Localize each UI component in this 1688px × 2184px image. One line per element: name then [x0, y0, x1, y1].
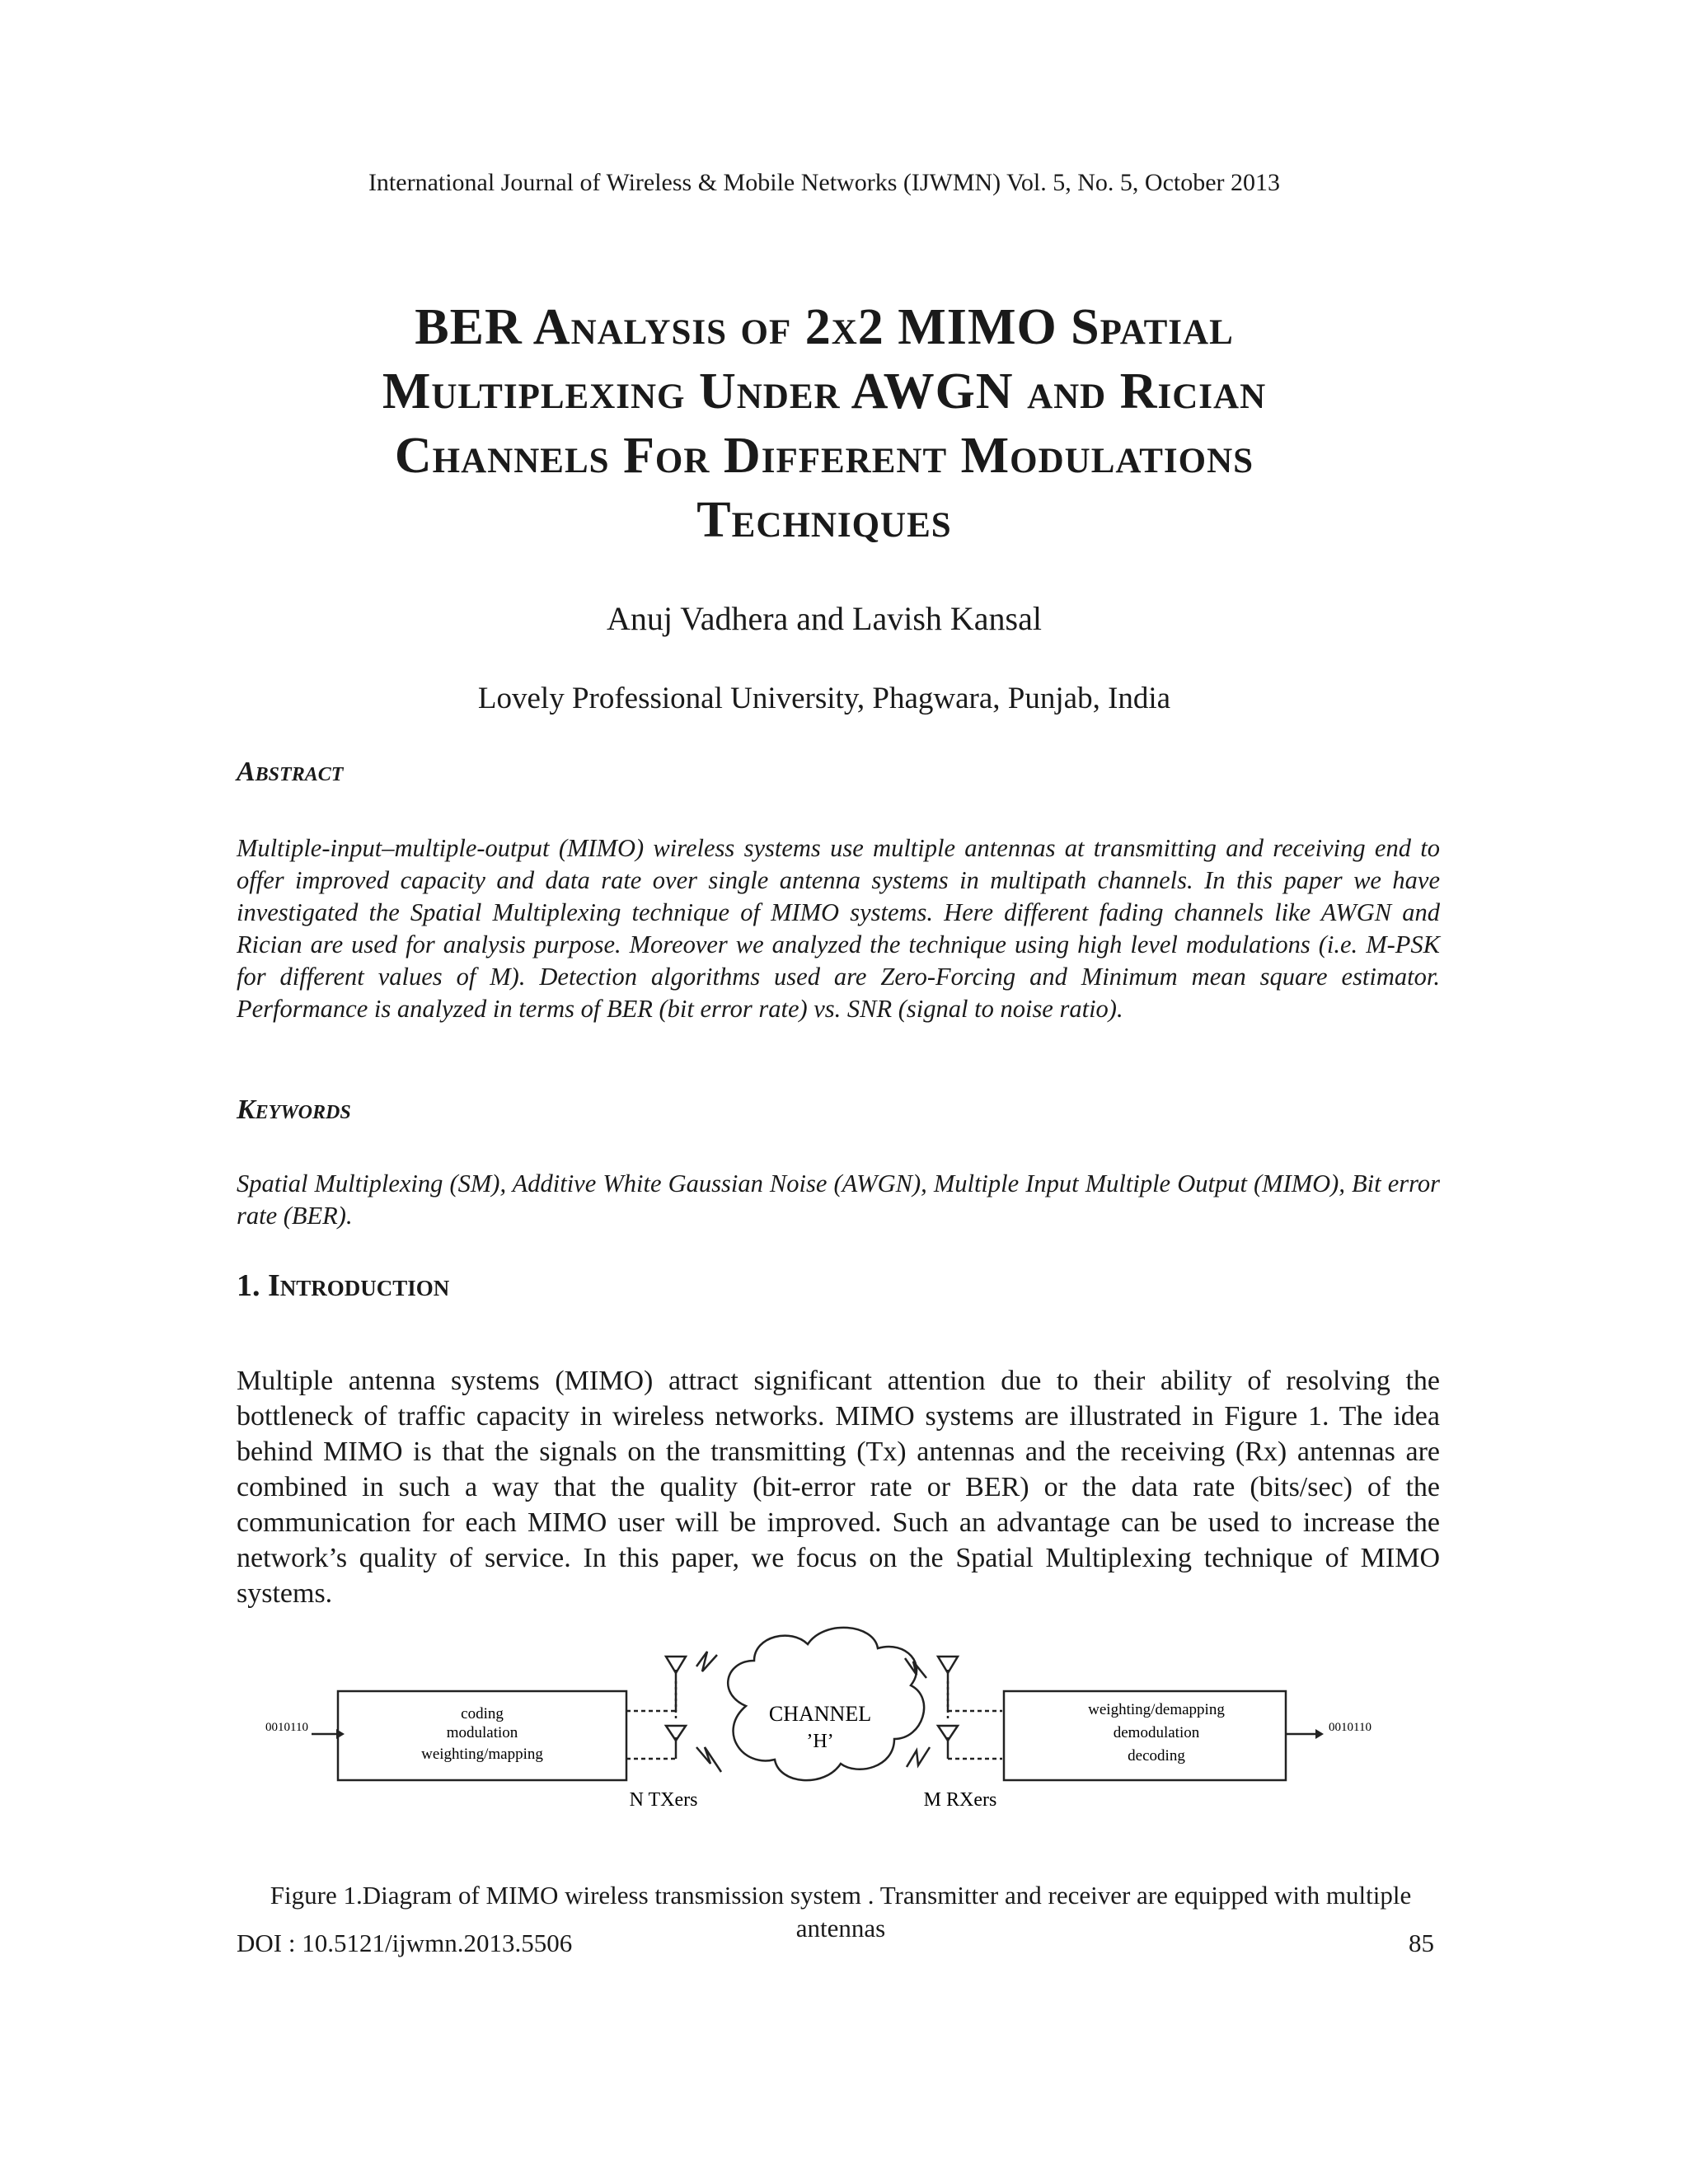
- rx-antenna-icon: [938, 1726, 958, 1759]
- title-line: BER Analysis of 2x2 MIMO Spatial: [415, 299, 1234, 355]
- input-bits: 0010110: [265, 1721, 308, 1734]
- channel-matrix-label: ’H’: [806, 1731, 834, 1752]
- page-number: 85: [1409, 1929, 1434, 1957]
- tx-block-line: weighting/mapping: [421, 1746, 543, 1763]
- affiliation: Lovely Professional University, Phagwara, Punjab, India: [477, 682, 1171, 715]
- channel-label: CHANNEL: [768, 1702, 872, 1726]
- authors: Anuj Vadhera and Lavish Kansal: [606, 600, 1042, 637]
- paper-title: [0, 295, 1648, 552]
- rx-antennas-label: M RXers: [923, 1789, 997, 1811]
- keywords-text: Spatial Multiplexing (SM), Additive White Gaussian Noise (AWGN), Multiple Input Multiple Output (MIMO), Bit error rate (BER).: [237, 1169, 1440, 1230]
- rx-block-line: demodulation: [1113, 1724, 1200, 1741]
- tx-block-line: modulation: [446, 1724, 518, 1741]
- output-bits: 0010110: [1329, 1721, 1372, 1734]
- figure-caption: Figure 1.Diagram of MIMO wireless transmission system . Transmitter and receiver are equipped with multiple antennas: [270, 1881, 1412, 1943]
- tx-block-line: coding: [461, 1705, 504, 1722]
- title-line: Multiplexing Under AWGN and Rician: [382, 363, 1267, 419]
- keywords-heading: Keywords: [237, 1094, 351, 1125]
- mimo-diagram: [0, 1615, 1688, 1821]
- abstract-text: Multiple-input–multiple-output (MIMO) wireless systems use multiple antennas at transmitting and receiving end to offer improved capacity and data rate over single antenna systems in multipath channels. In this paper we have investigated the Spatial Multiplexing technique of MIMO systems. Here different fading channels like AWGN and Rician are used for analysis purpose. Moreover we analyzed the technique using high level modulations (i.e. M-PSK for different values of M). Detection algorithms used are Zero-Forcing and Minimum mean square estimator. Performance is analyzed in terms of BER (bit error rate) vs. SNR (signal to noise ratio).: [237, 834, 1440, 1023]
- abstract-heading: Abstract: [237, 757, 344, 787]
- introduction-heading: 1. Introduction: [237, 1268, 450, 1303]
- title-line: Techniques: [696, 492, 952, 548]
- rx-block-line: weighting/demapping: [1088, 1701, 1225, 1718]
- journal-header: International Journal of Wireless & Mobile Networks (IJWMN) Vol. 5, No. 5, October 2013: [368, 169, 1281, 196]
- tx-antennas-label: N TXers: [629, 1789, 698, 1811]
- doi: DOI : 10.5121/ijwmn.2013.5506: [237, 1929, 573, 1957]
- rx-block-line: decoding: [1128, 1747, 1185, 1765]
- title-line: Channels For Different Modulations: [394, 428, 1254, 484]
- tx-antenna-icon: [666, 1726, 686, 1759]
- introduction-text: Multiple antenna systems (MIMO) attract significant attention due to their ability of resolving the bottleneck of traffic capacity in wireless networks. MIMO systems are illustrated in Figure 1. The idea behind MIMO is that the signals on the transmitting (Tx) antennas and the receiving (Rx) antennas are combined in such a way that the quality (bit-error rate or BER) or the data rate (bits/sec) of the communication for each MIMO user will be improved. Such an advantage can be used to increase the network’s quality of service. In this paper, we focus on the Spatial Multiplexing technique of MIMO systems.: [237, 1366, 1440, 1609]
